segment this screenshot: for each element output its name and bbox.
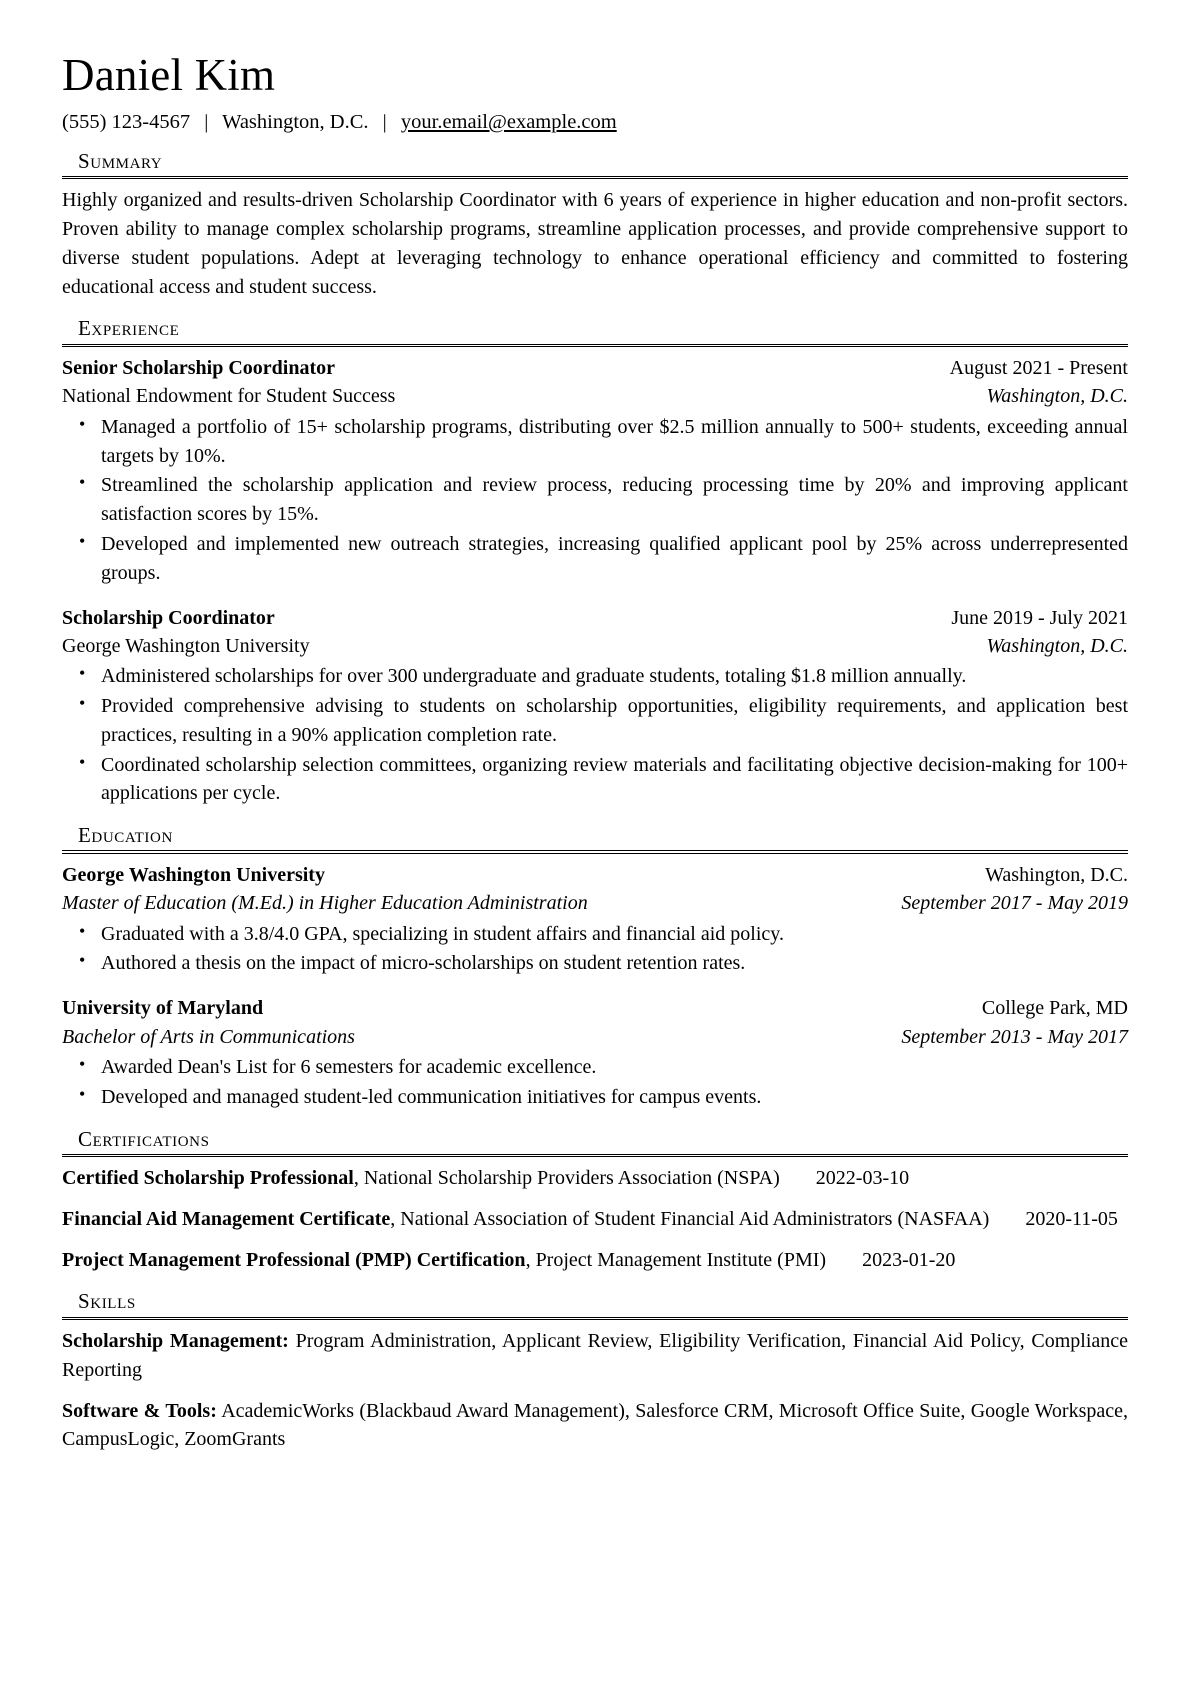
section-title-certifications: Certifications xyxy=(78,1126,210,1151)
certification-comma: , xyxy=(525,1248,536,1271)
skill-group xyxy=(62,1397,1128,1455)
section-rule-skills xyxy=(62,1317,1128,1320)
job-bullet: • Managed a portfolio of 15+ scholarship programs, distributing over $2.5 million annually to 500+ students, exceeding annual targets by 10%. xyxy=(99,413,1128,471)
phone-text: (555) 123-4567 xyxy=(62,110,191,133)
certification-name: Certified Scholarship Professional xyxy=(62,1167,354,1190)
email-link[interactable]: your.email@example.com xyxy=(400,110,617,133)
experience-title-row xyxy=(62,354,1128,382)
school-location: Washington, D.C. xyxy=(985,863,1128,886)
job-location: Washington, D.C. xyxy=(986,634,1128,657)
experience-org-row xyxy=(62,382,1128,410)
education-school-row xyxy=(62,861,1128,889)
section-skills xyxy=(62,1289,1128,1454)
contact-line xyxy=(62,111,1128,134)
job-bullet: • Streamlined the scholarship application and review process, reducing processing time by 20% and improving applicant satisfaction scores by 15%. xyxy=(99,471,1128,529)
job-bullet: • Provided comprehensive advising to students on scholarship opportunities, eligibility requirements, and application best practices, resulting in a 90% application completion rate. xyxy=(99,692,1128,750)
education-bullet: • Graduated with a 3.8/4.0 GPA, specializing in student affairs and financial aid policy. xyxy=(99,920,1128,949)
skill-category: Software & Tools: xyxy=(62,1399,217,1422)
job-bullet-list xyxy=(62,413,1128,588)
job-bullet: • Developed and implemented new outreach strategies, increasing qualified applicant pool by 25% across underrepresented groups. xyxy=(99,530,1128,588)
certification-item xyxy=(62,1164,1128,1193)
skill-group xyxy=(62,1327,1128,1385)
candidate-name: Daniel Kim xyxy=(62,50,276,100)
summary-text: Highly organized and results-driven Scholarship Coordinator with 6 years of experience in higher education and non-profit sectors. Proven ability to manage complex scholarship programs, streamline application processes, and provide comprehensive support to diverse student populations. Adept at leveraging technology to enhance operational efficiency and committed to fostering educational access and student success. xyxy=(62,189,1128,298)
education-bullet: • Developed and managed student-led communication initiatives for campus events. xyxy=(99,1083,1128,1112)
experience-entry xyxy=(62,354,1128,588)
skill-category: Scholarship Management: xyxy=(62,1330,289,1352)
education-bullet: • Awarded Dean's List for 6 semesters for academic excellence. xyxy=(99,1053,1128,1082)
contact-separator-2: | xyxy=(382,110,387,133)
certification-date: 2022-03-10 xyxy=(815,1167,910,1190)
job-date: August 2021 - Present xyxy=(949,356,1128,379)
certification-name: Financial Aid Management Certificate xyxy=(62,1207,391,1230)
section-rule-certifications xyxy=(62,1154,1128,1157)
degree-name: Master of Education (M.Ed.) in Higher Education Administration xyxy=(62,892,588,915)
experience-title-row xyxy=(62,604,1128,632)
certification-date: 2023-01-20 xyxy=(862,1248,956,1271)
section-title-education: Education xyxy=(78,823,173,848)
certification-date: 2020-11-05 xyxy=(1025,1207,1118,1230)
education-entry xyxy=(62,994,1128,1111)
job-bullet: • Administered scholarships for over 300 undergraduate and graduate students, totaling $1.8 million annually. xyxy=(99,662,1128,691)
degree-dates: September 2013 - May 2017 xyxy=(901,1025,1128,1048)
education-school-row xyxy=(62,994,1128,1022)
certification-item xyxy=(62,1246,1128,1275)
school-location: College Park, MD xyxy=(981,997,1128,1020)
contact-separator-1: | xyxy=(204,110,209,133)
certification-name: Project Management Professional (PMP) Certification xyxy=(62,1248,526,1271)
job-date: June 2019 - July 2021 xyxy=(951,606,1128,629)
certification-comma: , xyxy=(390,1207,401,1230)
school-name: University of Maryland xyxy=(62,997,264,1020)
education-bullet: • Authored a thesis on the impact of micro-scholarships on student retention rates. xyxy=(99,949,1128,978)
education-bullet-list xyxy=(62,920,1128,979)
education-degree-row xyxy=(62,1023,1128,1051)
section-certifications xyxy=(62,1127,1128,1275)
skill-items: Program Administration, Applicant Review, Eligibility Verification, Financial Aid Policy, Compliance Reporting xyxy=(62,1330,1129,1381)
section-rule-summary xyxy=(62,176,1128,179)
experience-org-row xyxy=(62,632,1128,660)
education-degree-row xyxy=(62,889,1128,917)
job-organization: George Washington University xyxy=(62,634,310,657)
section-summary xyxy=(62,149,1128,302)
job-organization: National Endowment for Student Success xyxy=(62,385,396,408)
certification-comma: , xyxy=(353,1167,364,1190)
resume-header xyxy=(62,52,1128,134)
certification-issuer: National Association of Student Financial Aid Administrators (NASFAA) xyxy=(400,1207,990,1230)
job-bullet-list xyxy=(62,662,1128,808)
section-education xyxy=(62,823,1128,1111)
school-name: George Washington University xyxy=(62,863,325,886)
location-text: Washington, D.C. xyxy=(222,110,369,133)
experience-entry xyxy=(62,604,1128,809)
section-title-skills: Skills xyxy=(78,1289,136,1314)
degree-name: Bachelor of Arts in Communications xyxy=(62,1025,355,1048)
education-bullet-list xyxy=(62,1053,1128,1112)
section-rule-education xyxy=(62,850,1128,853)
skill-items: AcademicWorks (Blackbaud Award Management), Salesforce CRM, Microsoft Office Suite, Google Workspace, CampusLogic, ZoomGrants xyxy=(62,1399,1128,1451)
section-title-summary: Summary xyxy=(78,148,163,173)
section-title-experience: Experience xyxy=(78,316,180,341)
job-bullet: • Coordinated scholarship selection committees, organizing review materials and facilitating objective decision-making for 100+ applications per cycle. xyxy=(99,751,1128,809)
degree-dates: September 2017 - May 2019 xyxy=(901,892,1128,915)
job-title: Senior Scholarship Coordinator xyxy=(62,356,335,379)
certification-issuer: National Scholarship Providers Association (NSPA) xyxy=(363,1167,780,1190)
job-title: Scholarship Coordinator xyxy=(62,606,275,629)
section-rule-experience xyxy=(62,344,1128,347)
certification-issuer: Project Management Institute (PMI) xyxy=(535,1248,827,1271)
section-experience xyxy=(62,316,1128,808)
certification-item xyxy=(62,1205,1128,1234)
job-location: Washington, D.C. xyxy=(986,385,1128,408)
education-entry xyxy=(62,861,1128,978)
